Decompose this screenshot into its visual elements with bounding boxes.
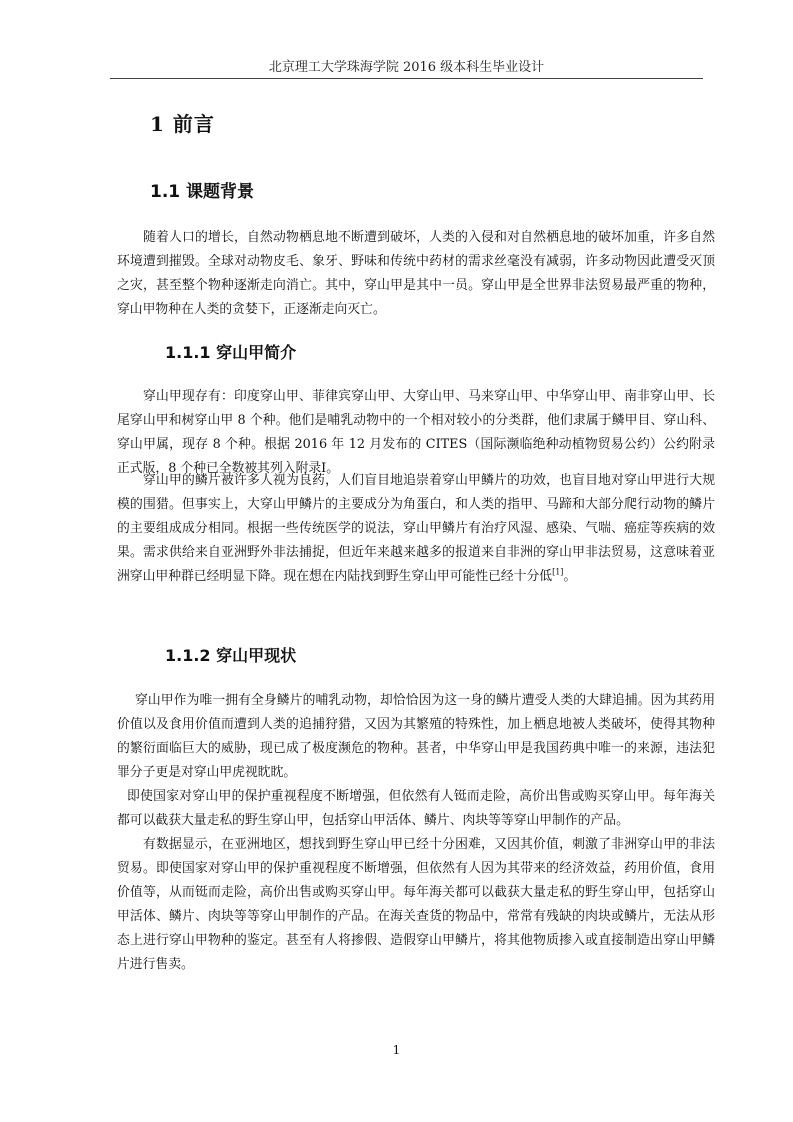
intro-paragraph-2 xyxy=(117,469,715,589)
page-number: 1 xyxy=(392,1043,401,1057)
header-divider xyxy=(110,78,703,79)
running-header: 北京理工大学珠海学院 2016 级本科生毕业设计 xyxy=(268,60,545,75)
chapter-title: 1 前言 xyxy=(150,112,215,136)
intro-paragraph-2-end: 。 xyxy=(563,569,577,584)
status-paragraph-3: 有数据显示，在亚洲地区，想找到野生穿山甲已经十分困难，又因其价值，刺激了非洲穿山甲的非法贸易。即使国家对穿山甲的保护重视程度不断增强，但依然有人因为其带来的经济效益，药用价值，食用价值等，从而铤而走险，高价出售或购买穿山甲。每年海关都可以截获大量走私的野生穿山甲，包括穿山甲活体、鳞片、肉块等等穿山甲制作的产品。在海关查货的物品中，常常有残缺的肉块或鳞片，无法从形态上进行穿山甲物种的鉴定。甚至有人将掺假、造假穿山甲鳞片，将其他物质掺入或直接制造出穿山甲鳞片进行售卖。 xyxy=(117,837,715,972)
status-paragraph-1: 穿山甲作为唯一拥有全身鳞片的哺乳动物，却恰恰因为这一身的鳞片遭受人类的大肆追捕。因为其药用价值以及食用价值而遭到人类的追捕狩猎，又因为其繁殖的特殊性，加上栖息地被人类破坏，使得其物种的繁衍面临巨大的威胁，现已成了极度濒危的物种。甚者，中华穿山甲是我国药典中唯一的来源，违法犯罪分子更是对穿山甲虎视眈眈。 xyxy=(117,693,715,780)
section-title-1-1-1: 1.1.1 穿山甲简介 xyxy=(165,343,297,362)
status-paragraph-2: 即使国家对穿山甲的保护重视程度不断增强，但依然有人铤而走险，高价出售或购买穿山甲。每年海关都可以截获大量走私的野生穿山甲，包括穿山甲活体、鳞片、肉块等等穿山甲制作的产品。 xyxy=(117,789,715,828)
intro-paragraph-2-text: 穿山甲的鳞片被许多人视为良药，人们盲目地追崇着穿山甲鳞片的功效，也盲目地对穿山甲进行大规模的围猎。但事实上，大穿山甲鳞片的主要成分为角蛋白，和人类的指甲、马蹄和大部分爬行动物的鳞片的主要组成成分相同。根据一些传统医学的说法，穿山甲鳞片有治疗风湿、感染、气喘、癌症等疾病的效果。需求供给来自亚洲野外非法捕捉，但近年来越来越多的报道来自非洲的穿山甲非法贸易，这意味着亚洲穿山甲种群已经明显下降。现在想在内陆找到野生穿山甲可能性已经十分低 xyxy=(117,473,715,584)
section-title-1-1-2: 1.1.2 穿山甲现状 xyxy=(165,646,297,665)
section-title-1-1: 1.1 课题背景 xyxy=(150,182,255,202)
intro-paragraph-1: 穿山甲现存有：印度穿山甲、菲律宾穿山甲、大穿山甲、马来穿山甲、中华穿山甲、南非穿山甲、长尾穿山甲和树穿山甲 8 个种。他们是哺乳动物中的一个相对较小的分类群，他们隶属于鳞甲目、穿山科、穿山甲属，现存 8 个种。根据 2016 年 12 月发布的 CITES（国际濒临绝种动植物贸易公约）公约附录正式版，8 个种已全数被其列入附录Ⅰ。 xyxy=(117,389,715,476)
background-paragraph: 随着人口的增长，自然动物栖息地不断遭到破坏，人类的入侵和对自然栖息地的破坏加重，许多自然环境遭到摧毁。全球对动物皮毛、象牙、野味和传统中药材的需求丝毫没有减弱，许多动物因此遭受灭顶之灾，甚至整个物种逐渐走向消亡。其中，穿山甲是其中一员。穿山甲是全世界非法贸易最严重的物种，穿山甲物种在人类的贪婪下，正逐渐走向灭亡。 xyxy=(117,230,715,317)
citation-ref[interactable]: [1] xyxy=(552,567,564,577)
